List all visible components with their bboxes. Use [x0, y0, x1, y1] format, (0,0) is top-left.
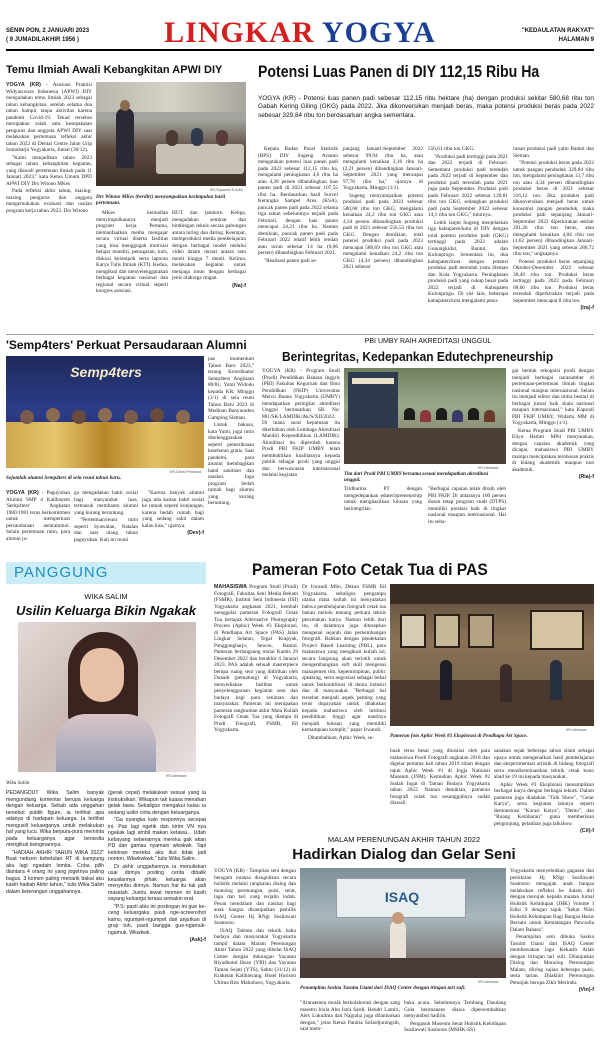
- isaq-paragraph: "Aransemen musik berkolaborasi dengan sang maestro biola Ahn Istra Sardi, Hendri Lamiri, Alex Lukulima dan Nagraha juga dilantunkan dengan," jelas Ketua Panitia Sofardjuningsih, saat mem-: [300, 1000, 400, 1032]
- stage-banner: Semp4ters: [70, 364, 142, 380]
- panen-paragraph: Sugeng menyampaikan potensi produksi padi pada 2022 sebesar 580,68 ribu ton GKG, mengalami kenaikan 24,2 ribu ton GKG atau 4,34 persen dibandingkan produksi padi di 2021 sebesar 556,53 ribu ton GKG. Dengan demikian, total potensi produksi padi pada 2022 mencapai 580,69 ribu ton GKG atau mengalami kenaikan 24,2 ribu ton GKG (4,34 persen) dibandingkan 2021 sebesar: [343, 192, 423, 270]
- sempaters-photo: [6, 356, 204, 468]
- panggung-kicker: WIKA SALIM: [84, 592, 128, 601]
- wika-caption: Wika Salim: [6, 780, 30, 786]
- sempaters-col-4: [208, 356, 254, 558]
- panggung-paragraph: "HADIAH AKHIR TAHUN WIKA 2022" Buat netizen kebetulan RT di kampung aku lagi ngadain lomba. Coba pilih diantara 4 orang ini yang jogetnya paling bagus. 3 komen paling menarik bakal aku kasih hadiah Akhir tahun," tulis Wika Salim dalam keterangan unggahannya.: [6, 849, 104, 895]
- apwi-paragraph: - Asosiasi Praktisi Widyaiswara Indonesia (APWI) DIY mengadakan temu ilmiah 2023 sebagai tahun kebangkitan, setelah selama dua tahun hampir tanpa aktivitas karena pandemi Covid-19. Tekad tersebut merupakan salah satu kesepakatan pengurus dan anggota APWI DIY saat melakukan pertemuan refleksi akhir tahun 2022 di Dental Centre Jalan Urip Sumoharjo Yogyakarta, Jumat (30/12).: [6, 82, 92, 153]
- panen-lead: [258, 95, 594, 120]
- umby-headline: Berintegritas, Kedepankan Edutechpreneurship: [282, 349, 554, 364]
- apwi-paragraph: HUT dan jambore. Ketiga, mengadakan seminar dan bimbingan teknis secara gabungan antara luring dan daring. Keempat, memproduksi media pembelajaran dengan berbagai model melalui video dalam durasi antara satu menit hingga 7 menit. Kelima, melakukan kegiatan untuk menjaga imun dengan berbagai jenis olahraga ringan.: [172, 210, 246, 281]
- umby-paragraph: Tridharma PT dengan mengedepankan edutechpreneurship untuk menghasilkan lulusan yang berintegritas.: [344, 486, 422, 512]
- pameran-sign: (Cil)-f: [580, 828, 594, 834]
- panggung-col-2: [108, 790, 206, 1044]
- sempaters-col-1: [6, 490, 70, 558]
- umby-paragraph: Ketua Program Studi PBI UMBY Eliya Hartati MPd menyatakan, dengan capaian akademik yang dicapai, mahasiswa PBI UMBY mampu menciptakan terobosan praktis di bidang akademik maupun non akademik.: [512, 427, 594, 473]
- sempaters-col-2: [74, 490, 138, 558]
- panggung-paragraph: Di akhir unggahannya ia menuliskan usai dirinya posting cerita dibalik keusilannya pihak keluarga akan menyerbu dirinya. Namun hal itu tak jadi masalah. Justru lewat momen ini kasih sayang keluarga terasa semakin erat.: [108, 863, 206, 902]
- panen-col-3: [428, 146, 508, 332]
- isaq-photo-credit: KR-Istimewa: [478, 980, 499, 984]
- apwi-col-2: [96, 210, 168, 328]
- panen-paragraph: Potensi produksi beras sepanjang Oktober-Desember 2022 sebesar 38,49 ribu ton. Produksi beras tertinggi pada 2022 pada Februari 68,66 ribu ton. Produksi beras terendah diperkirakan terjadi pada September mencapai 8 ribu ton.: [513, 258, 594, 304]
- umby-photo: [344, 368, 506, 464]
- panen-headline: Potensi Luas Panen di DIY 112,15 Ribu Ha: [258, 62, 540, 81]
- apwi-col-3: [172, 210, 246, 328]
- sempaters-photo-credit: KR-Devid Permana: [170, 470, 201, 474]
- isaq-kicker: MALAM PERENUNGAN AKHIR TAHUN 2022: [327, 835, 481, 844]
- motto: "KEDAULATAN RAKYAT": [521, 28, 594, 34]
- panggung-paragraph: PEDANGDUT Wika Salim banyak mengundang komentar berupa keluarga dengan keluarga. Sebab ada unggahan tersebut publik figure, ia terlihat apa adanya di hadapan keluarga. Ia terlihat mengusili keluarganya untuk melakukan hal yang lucu. Wika berpura-pura meminta pada keluarganya agar bersedia mengikuti keinginannya.: [6, 790, 104, 848]
- sempaters-paragraph: pas momentum Tahun Baru 2023," terang Koordinator Semp4ters Angkatan 80/81, Yumi Widodo kepada KR, Minggu (1/1) di sela reuni Tahun Baru 2023 di Medinan Banyuraden Gamping Sleman.: [208, 356, 254, 421]
- sempaters-headline: 'Semp4ters' Perkuat Persaudaraan Alumni: [6, 338, 247, 352]
- panggung-sign: (Ask)-f: [189, 937, 206, 943]
- panen-paragraph: Lebih lanjut Sugeng menjelaskan tiga kabupaten/kota di DIY dengan total potensi produksi padi (GKG) tertinggi pada 2022 adalah Gunungkidul, Bantul, dan Kulonprogo. Sementara itu, dua kabupaten/kota dengan potensi produksi padi terendah yaitu Sleman dan Kota Yogyakarta. Peningkatan produksi padi yang cukup besar pada 2022 terjadi di Kabupaten Kulonprogo. Di sisi lain, beberapa kabupaten/kota mengalami penu-: [428, 219, 508, 304]
- pameran-photo: [390, 584, 594, 726]
- panen-sign: (Ira)-f: [580, 305, 594, 311]
- isaq-sign: (Vin)-f: [578, 987, 594, 993]
- masthead-logo: [150, 18, 450, 48]
- panen-paragraph: panjang Januari-September 2022 sebesar 99,94 ribu ha, atau mengalami kenaikan 2,16 ribu ha (2,21 persen) dibandingkan Januari-September 2021 yang mencapai 97,78 ribu ha," ujarnya di Yogyakarta, Minggu (1/1).: [343, 146, 423, 191]
- section-rule: [6, 334, 594, 335]
- isaq-banner-text: ISAQ: [384, 889, 420, 905]
- isaq-paragraph: buka acara. Sebelumnya Tembang Dandang Gula berimanens diawa dipersembahkan menyambut hadirin.: [404, 1000, 506, 1019]
- sempaters-paragraph: - Paguyuban Alumni SMP 4 Kalibayem 'Semp4ters' Angkatan 1980/1981 terus berkomitmen untuk memperkuat persaudaraan antaralumni. Selain pertemuan rutin, para alumni ju-: [6, 490, 70, 542]
- pameran-paragraph: Aphic Week #3 Eksplorasi menampilkan berbagai karya dengan berbagai teknik. Dalam pameran juga diadakan "Talk Show", "Gelar Karya", serta kegiatan lainnya seperti demonstrasi "Kurasi Karya", "Demo", dan "Ruang Kembaran" guna memberikan pengunjung, pelatihan juga talkshow.: [494, 781, 594, 827]
- apwi-photo-credit: KR-Supartno S.Adhi: [210, 188, 243, 192]
- apwi-caption: Drs Witono MKes (berdiri) menyampaikan kesimpulan hasil pertemuan.: [96, 194, 226, 206]
- sempaters-caption: Sejumlah alumni Semp4ters di sela reuni tahun baru.: [6, 475, 122, 481]
- sempaters-paragraph: "Pertemuan/reuni rutin seperti Syawalan, Natalan dan saat ulang tahun paguyuban. Kali ini reuni: [74, 517, 138, 543]
- sempaters-col-3: [142, 490, 204, 558]
- panen-paragraph: "Potensi produksi beras pada 2022 untuk pangan penduduk 329,84 ribu ton, mengalami peningkatan 13,7 ribu ton atau 4,34 persen dibandingkan produksi beras di 2021 sebesar 316,12 ton. Jika produksi padi dikonversikan menjadi beras untuk konsumsi pangan penduduk, maka produksi padi sepanjang Januari-September 2022 diperkirakan sekitar 291,26 ribu ton beras, atau mengalami kenaikan 4,84 ribu ton (1,62 persen) dibandingkan Januari-September 2021 yang sebesar 286,72 ribu ton," ungkapnya.: [513, 160, 594, 257]
- pameran-col-1: [214, 584, 298, 830]
- umby-col-4: [512, 368, 594, 558]
- pameran-col-4: [494, 748, 594, 834]
- umby-paragraph: gai bentuk rekognisi prodi dengan menjadi berbagai narasumber di pertemuan-pertemuan ilmiah tingkat nasional maupun internasional. Selain itu menjadi editor dan mitra bestari di berbagai jurnal baik skala nasional maupun internasional," kata Kaprodi PBI FKIP UMBY, Widarta MM di Yogyakarta, Minggu (1/1).: [512, 368, 594, 426]
- apwi-photo: [96, 82, 246, 186]
- umby-caption: Tim dari Prodi PBI UMBY bersama sesuai mendapatkan akreditasi unggul.: [344, 471, 489, 483]
- panggung-col-1: [6, 790, 104, 1044]
- panggung-paragraph: "P.S: pasti abis ini postingan ini gue ke-ceng keluargaku pasti nge-screenshot kamu, ngumpet-ngumpet dari anjurkan di grup tuh, pasti bangga gue-ngamuk-ngamuk. Wkwkwk.: [108, 903, 206, 936]
- pameran-caption: Pameran foto Aphic Week #3 Eksplorasi di Pendhapa Art Space.: [390, 733, 528, 739]
- pameran-headline: Pameran Foto Cetak Tua di PAS: [252, 560, 488, 579]
- isaq-photo: [300, 868, 506, 978]
- sempaters-paragraph: Untuk bakosa, kata Yumi, juga rutin diselenggarakan seperti pemeriksaan kesehatan gratis. Saat pandemi, para alumni membagikan hand sanitizer dan masker. Juga program bedah rumah bagi alumni yang kurang beruntung.: [208, 422, 254, 506]
- pameran-paragraph: Dr Irwandi MSn, Dekan FSMR ISI Yogyakarta, sekaligus pengampu utama mata kuliah ini menyatakan bahwa pembelajaran fotografi cetak tua bukan melulu tentang perkara teknis pencetakan karya. Namun lebih dari itu, di dalamnya juga diterapkan mengenai sejarah dan perkembangan fotografi. Bahkan dengan pendekatan Project Based Learning (PBL), para mahasiswa yang mengikuti kuliah ini, secara langsung akan terlatih untuk mengembangkan soft skill mengenai manajemen tim, kepemimpinan, public speaking, serta negosiasi sebagai bekal untuk berkontribusi di dunia industri dan di masyarakat. "Berbagai hal tersebut menjadi aspek penting yang terus dupayakan untuk dilakukan kepada mahasiswa oleh institusi pendidikan tinggi agar nantinya menjadi lulusan yang memiliki kemampuan komplit," papar Irwandi.: [302, 584, 386, 733]
- pameran-paragraph: sanakan sejak beberapa tahun silam sebagai upaya untuk mengenalkan hasil pembelajaran dan eksperimentasi artistik di bidang fotografi serta mendiseminasikan teknik cetak kuno abad ke 19 ini kepada masyarakat.: [494, 748, 594, 780]
- wika-photo-credit: KR-Istimewa: [166, 774, 187, 778]
- panggung-paragraph: "Ga nyangka kalo responnya secepat ini. Pas lagi ngetik dan kirim VN nya ngakak lagi ambil makan ketawa... Udah kebayang sebenarnya mereka gak akan PD dan gamau nyamain wkwkwk. Tapi ketoloan mereka aku ikut tidak jadi nonton. Wkwkwkwk," tulis Wika Salim.: [108, 817, 206, 862]
- pameran-col-2: [302, 584, 386, 830]
- umby-col-1: [262, 368, 340, 558]
- jumadil-line: ( 9 JUMADILAKHIR 1956 ): [6, 37, 80, 43]
- pameran-col-3: [390, 748, 490, 830]
- apwi-col-1: [6, 82, 92, 330]
- wika-photo: [18, 622, 196, 772]
- presenter-figure: [116, 108, 134, 168]
- masthead-rule: [6, 49, 594, 51]
- umby-photo-credit: KR-Istimewa: [478, 466, 499, 470]
- panen-paragraph: 556,61 ribu ton GKG.: [428, 146, 475, 152]
- wika-dress: [56, 714, 156, 772]
- sempaters-lead-city: YOGYA (KR): [6, 490, 39, 496]
- sempaters-paragraph: "Karena banyak alumni juga ada kaitan bakti sosial ke rumah seperti kunjungan, karena bedah rumah bagi yang sedang sakit dalam kalau bisa," ujarnya.: [142, 490, 204, 529]
- apwi-lead-city: YOGYA (KR): [6, 82, 41, 88]
- pameran-paragraph: Ditambahkan, Aphic Week, se-: [308, 734, 374, 741]
- isaq-col-1: [214, 868, 296, 1046]
- apwi-sign: (Na)-f: [232, 282, 246, 289]
- panen-col-4: [513, 146, 594, 332]
- umby-col-3: [428, 486, 506, 558]
- umby-sign: (Ria)-f: [578, 474, 594, 480]
- isaq-paragraph: Penampilan seni dibuka Saskia Tasnim Utami dari ISAQ Center membawakan lagu Kekasih Allah dengan irringan tari sufi. Dilanjutkan Dialog dan Monolog Perenungan Malam, diiring sajian beberapa puisi, serta tarian. Dilakhiri Perenungan Petunjuk berupa Zikir Merindu.: [510, 934, 594, 986]
- umby-paragraph: "Berbagai capaian telah diraih oleh PBI FKIP. Di antaranya 100 persen dosen tetap program studi (DTPS) memiliki prestasi baik di tingkat nasional maupun internasional. Hal itu seba-: [428, 486, 506, 525]
- panen-paragraph: "Realisasi panen padi se-: [264, 257, 318, 264]
- apwi-headline: Temu Ilmiah Awali Kebangkitan APWI DIY: [6, 64, 223, 76]
- sempaters-paragraph: ga mengadakan bakti sosial bagi masyarakat luas, termasuk membantu alumni yang kurang beruntung.: [74, 490, 138, 516]
- isaq-col-4: [510, 868, 594, 1046]
- pameran-paragraph: Program Studi (Prodi) Fotografi, Fakultas Seni Media Rekam (FSMR), Institut Seni Indonesia (ISI) Yogyakarta angkatan 2021, kembali menggelar pameran Fotografi Cetak Tua bertajuk Alternative Photography Process (Aphic) Week #3 Eksplorasi, di Pendhapa Art Space (PAS) Jalan Lingkar Selatan, Tegal Krapyak, Panggungharjo, Sewon, Bantul. Pameran berlangsung mulai Kamis 29 Desember 2022 dan berakhir 4 Januari 2023. PAS adalah sebuah masterpiece berupa ruang seni yang didirikan oleh Dunadi (pematung) di Yogyakarta, menyediakan fasilitas untuk penyelenggaraan kegiatan seni dan budaya bagi para seniman dan masyarakat. Pameran ini merupakan pameran rangkuman akhir Mata Kuliah Fotografi Cetak Tua yang diampu di Prodi Fotografi, FSMR, ISI Yogyakarta.: [214, 584, 298, 733]
- pameran-photo-credit: KR-Istimewa: [566, 728, 587, 732]
- panen-paragraph: "Produksi padi tertinggi pada 2021 dan 2022 terjadi di Februari. Sementara produksi padi terendah pada 2022 terjadi di September dan produksi padi terendah pada 2021 juga pada September. Produksi padi pada Februari 2022 sebesar 120,81 ribu ton GKG, sedangkan produksi padi pada September 2022 sebesar 14,1 ribu ton GKG," tuturnya.: [428, 153, 508, 218]
- apwi-paragraph: Pada refleksi akhir tahun, masing-masing pengurus dan anggota mengemukakan evaluasi dan usulan program kerja tahun 2023. Drs Witono: [6, 188, 92, 214]
- isaq-col-3: [404, 1000, 506, 1046]
- umby-col-2: [344, 486, 422, 558]
- panen-paragraph: runan produksi padi yaitu Bantul dan Sleman.: [513, 146, 594, 159]
- logo-right: YOGYA: [321, 16, 436, 49]
- isaq-caption: Penampilan Saskia Tasnim Utami dari ISAQ Center dengan iringan tari sufi.: [300, 985, 466, 991]
- isaq-paragraph: Yogyakarta menyebutkan gagasan dan pemikiran Hj RNgt Susilawati Susmono mengajak anak bangsa melakukan refleksi ke dalam diri dengan merujuk kepada muatan Jurnal Holistik Kehidupan (JHK) Volume I Edisi 9 dengan tajuk "Sehat Nilai Holistik Kehidupan Bagi Bangsa Harus Bersatu untuk Kematangan Pancasila Dalam Bahasa".: [510, 868, 594, 933]
- panggung-headline: Usilin Keluarga Bikin Ngakak: [16, 603, 196, 618]
- panen-col-1: [258, 146, 338, 332]
- apwi-paragraph: "Kami menjadikan tahun 2023 sebagai tahun kebangkitan kegiatan, yang diawali pertemuan ilmiah pada 11 Januari 2023," kata Ketua Umum DPD APWI DIY Drs Witono MKes: [6, 154, 92, 187]
- panggung-paragraph: (gerak cepat) melakukan sesuai yang ia instruksikan. Wikapun tak kuasa menahan gelak tawa. Sekaligus mengakui kalau ia sedang usilin cinta dengan keluarganya.: [108, 790, 206, 816]
- panen-paragraph: Kepala Badan Pusat Statistik (BPS) DIY Sugeng Arianto mengatakan potensi luas panen padi pada 2022 sebesar 112,15 ribu ha, mengalami peningkatan 4,6 ribu ha atau 4,28 persen dibandingkan luas panen padi di 2021 sebesar 107,55 ribu ha. Berdasarkan hasil Survei Kerangka Sampel Area (KSA), puncak panen padi pada 2022 selama tiga tahun sebelumnya terjadi pada Februari, dengan luas panen mencapai 24,21 ribu ha. Namun demikian, puncak panen padi pada Februari 2022 relatif lebih rendah atau turun sebesar 14 ha (0,06 persen) dibandingkan Februari 2021.: [258, 146, 338, 256]
- panen-lead-text: YOGYA (KR) - Potensi luas panen padi sebesar 112,15 ribu hektare (ha) dengan produksi sekitar 580,68 ribu ton Gabah Kering Giling (GKG) pada 2022. Jika dikonversikan menjadi beras, maka potensi produksi beras pada 2022 sebesar 329,84 ribu ton berdasarkan angka sementara.: [258, 95, 594, 119]
- panggung-label-box: [6, 562, 206, 584]
- umby-paragraph: YOGYA (KR) - Program Studi (Prodi) Pendidikan Bahasa Inggris (PBI) Fakultas Keguruan dan Ilmu Pendidikan (FKIP) Universitas Mercu Buana Yogyakarta (UMBY) mendapatkan peringkat akreditasi Unggul berdasarkan SK No: 881/SK/LAMDIK/Ak/S/XII/2022. Di mana surat keputusan itu diterbitkan oleh Lembaga Akreditasi Mandiri Kependidikan (LAMDIK). Akreditasi itu diperoleh karena Prodi PBI FKIP UMBY telah membuktikan kualitasnya kepada publik sebagai prodi yang unggul dan berwawasan internasional melalui kegiatan: [262, 368, 340, 478]
- date-line: SENIN PON, 2 JANUARI 2023: [6, 28, 90, 34]
- panen-col-2: [343, 146, 423, 332]
- panggung-label: PANGGUNG: [14, 564, 109, 581]
- sempaters-sign: (Dev)-f: [187, 530, 204, 536]
- isaq-paragraph: ISAQ Talenta dan teknik bahu budaya dan masyarakat Yogyakarta tampil dalam Malam Perenungan Akhir Tahun 2022 yang dihelat ISAQ Center dengan dukungan Yayasan Riyadhotul Ihsan (YRI) dan Yayasan Taman Sejati (YTS), Sabtu (31/12) di Kraketan Kalibawang, Hotel Horison Ultima Riss Malioboro, Yogyakarta.: [214, 927, 296, 986]
- logo-left: LINGKAR: [164, 16, 315, 49]
- isaq-paragraph: Pengasuh Museum Serat Holistik Kehidupan Susilawati Susmono (MSHK-SS): [404, 1020, 506, 1033]
- isaq-col-2: [300, 1000, 400, 1046]
- pameran-paragraph: buah terus besar yang dinisiasi oleh para mahasiswa Prodi Fotografi angkatan 2018 dan digelar pertama kali tahun 2019 silam dengan tajuk Aphic Week #1 di Jogja National Museum (JNM). Kemudian Aphic Week #2 Sudah Ingat di Taman Budaya Yogyakarta tahun 2022. Namun demikian, pameran fotografi cetak tua sesungguhnya sudah diawali: [390, 748, 490, 806]
- isaq-headline: Hadirkan Dialog dan Gelar Seni: [292, 846, 516, 863]
- pameran-lead: MAHASISWA: [214, 584, 247, 590]
- masthead: [0, 0, 600, 48]
- wika-face: [80, 648, 124, 702]
- apwi-paragraph: MKes kemudian menyimpulkannya menjadi program kerja. Pertama, memanfaatkan media mengajar secara virtual diserta fasilitas yang bisa menggugah motivasi belajar mandiri, penugasan, kuis, diskusi kelompok serta laporan Karya Tulis Ilmiah (KTI). Kedua, mengikuti dan menyelenggarakan berbagai kegiatan nasional dan regional secara virtual seperti kongres asosiasi,: [96, 210, 168, 294]
- umby-kicker: PBI UMBY RAIH AKREDITASI UNGGUL: [364, 338, 492, 345]
- isaq-paragraph: YOGYA (KR) - Tampilan seni dengan beragam nuansa disuguhkan secara holistik melalui rangkaian dialog dan monolog perenungan, puisi, serat, lagu dan tari yang terjalin indah. Pesan mendalam dan nasihat bagi anak bangsa disampaikan pemilik ISAQ Center Hj RNgt Susilawati Susmono.: [214, 868, 296, 926]
- page-label: HALAMAN 9: [558, 37, 594, 43]
